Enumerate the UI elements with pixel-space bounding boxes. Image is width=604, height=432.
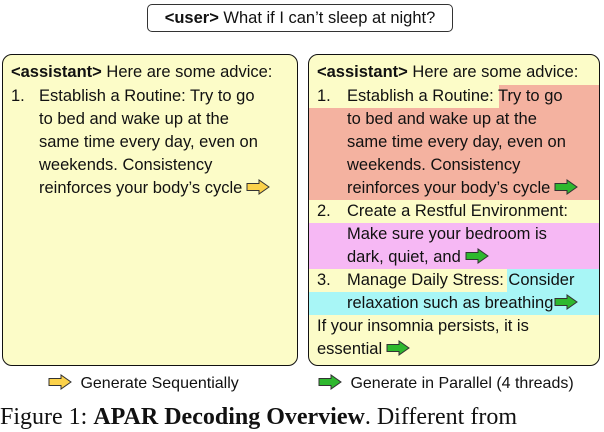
item2-title: Create a Restful Environment: [347, 202, 569, 220]
parallel-arrow-icon [554, 179, 578, 195]
sequential-arrow-icon [246, 179, 270, 195]
user-prompt-bubble [147, 4, 453, 32]
parallel-arrow-icon [318, 374, 342, 390]
item1-first-line [347, 85, 563, 108]
item2-line-1: Make sure your bedroom is [347, 225, 547, 243]
left-line-5-text: reinforces your body’s cycle [39, 179, 243, 197]
item1-number: 1. [317, 87, 331, 105]
closing-line-2 [317, 338, 410, 361]
caption-suffix: . Different from [364, 404, 517, 430]
caption-prefix: Figure 1: [0, 404, 94, 430]
legend-parallel-label: Generate in Parallel (4 threads) [350, 375, 574, 392]
header-text: Here are some advice: [407, 63, 579, 81]
item1-line-5-text: reinforces your body’s cycle [347, 179, 551, 197]
left-header [11, 61, 272, 84]
closing-line-2-text: essential [317, 340, 383, 358]
item2-line-2-text: dark, quiet, and [347, 248, 461, 266]
left-line-2: to bed and wake up at the [39, 110, 229, 128]
parallel-arrow-icon [465, 248, 489, 264]
sequential-response-panel [2, 54, 298, 366]
item3-line-2-text: relaxation such as breathing [347, 294, 554, 312]
header-text: Here are some advice: [101, 63, 273, 81]
item1-line-3: same time every day, even on [347, 133, 566, 151]
item2-number: 2. [317, 202, 331, 220]
left-line-3: same time every day, even on [39, 133, 258, 151]
item-number: 1. [11, 87, 25, 105]
item1-line-1: Try to go [493, 87, 563, 105]
item2-line-2 [347, 246, 489, 269]
left-line-4: weekends. Consistency [39, 156, 213, 174]
parallel-response-panel [308, 54, 600, 366]
assistant-tag: <assistant> [317, 63, 408, 81]
item3-first-line [347, 269, 574, 292]
item1-line-4: weekends. Consistency [347, 156, 521, 174]
left-line-1: Establish a Routine: Try to go [39, 87, 255, 105]
user-prompt-text: What if I can’t sleep at night? [218, 9, 436, 27]
left-line-5 [39, 177, 270, 200]
parallel-arrow-icon [554, 294, 578, 310]
item3-line-1: Consider [503, 271, 575, 289]
item3-title: Manage Daily Stress: [347, 271, 504, 289]
right-header [317, 61, 578, 84]
item1-line-2: to bed and wake up at the [347, 110, 537, 128]
user-tag: <user> [164, 9, 219, 27]
legend-parallel [318, 372, 574, 396]
caption-bold-title: APAR Decoding Overview [93, 404, 365, 430]
item3-number: 3. [317, 271, 331, 289]
item1-line-5 [347, 177, 578, 200]
assistant-tag: <assistant> [11, 63, 102, 81]
closing-line-1: If your insomnia persists, it is [317, 317, 529, 335]
parallel-arrow-icon [386, 340, 410, 356]
legend-sequential-label: Generate Sequentially [80, 375, 239, 392]
legend-sequential [48, 372, 239, 396]
sequential-arrow-icon [48, 374, 72, 390]
item3-line-2 [347, 292, 578, 315]
item1-title: Establish a Routine: [347, 87, 494, 105]
